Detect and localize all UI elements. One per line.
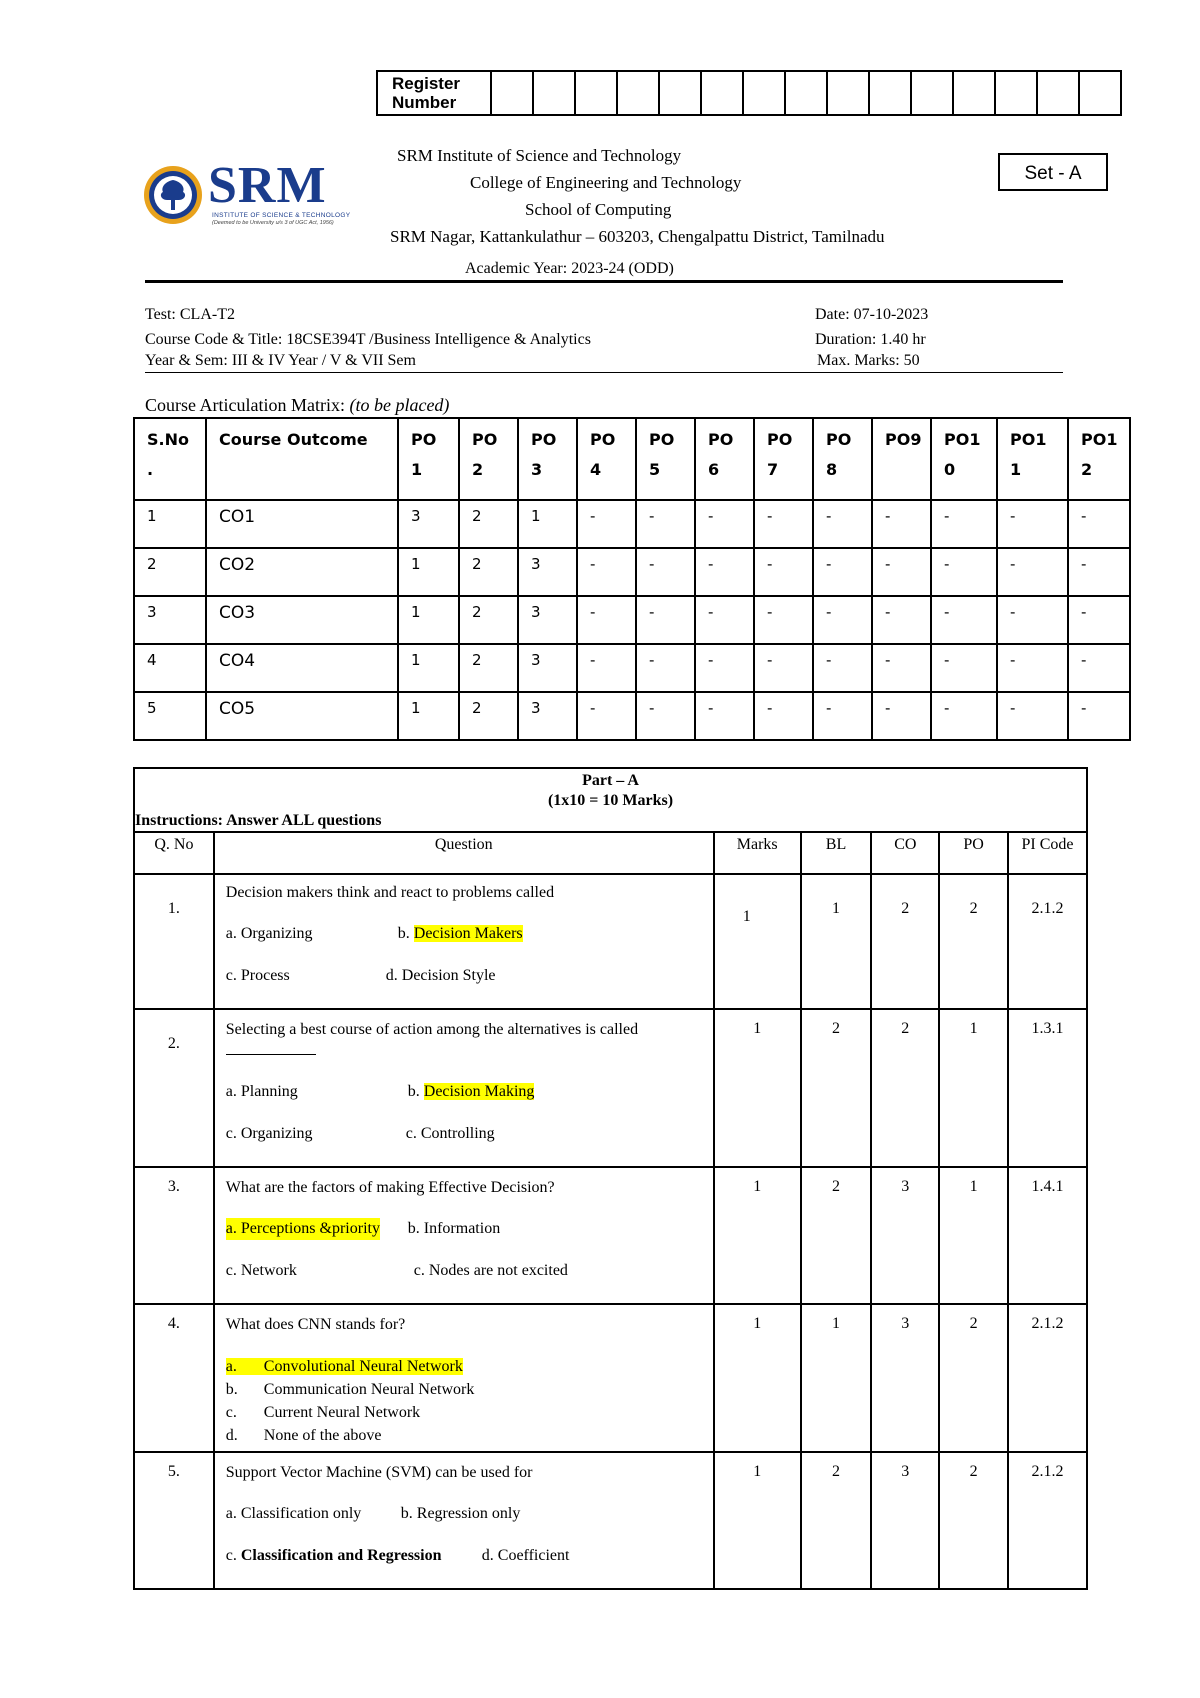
cam-po-cell: 3: [518, 548, 577, 596]
option-c: c. Network: [225, 1262, 297, 1279]
exam-duration: Duration: 1.40 hr: [815, 331, 926, 348]
register-digit-box[interactable]: [491, 71, 533, 115]
cam-header-cell: PO 2: [459, 418, 518, 500]
school-name: School of Computing: [525, 200, 672, 219]
question-text: [216, 883, 712, 903]
cam-po-cell: -: [1068, 548, 1130, 596]
question-bl: 2: [801, 1009, 872, 1167]
register-digit-box[interactable]: [1079, 71, 1121, 115]
course-title: Course Code & Title: 18CSE394T /Business Intelligence & Analytics: [145, 331, 591, 348]
question-stem: Decision makers think and react to problems called: [225, 884, 555, 901]
option-text: Current Neural Network: [263, 1404, 421, 1421]
cam-header-cell: PO 7: [754, 418, 813, 500]
register-number-label: Register Number: [377, 71, 491, 115]
meta-divider: [145, 372, 1063, 373]
question-stem: What are the factors of making Effective Decision?: [225, 1179, 555, 1196]
question-cell: [214, 1452, 714, 1589]
cam-po-cell: -: [754, 692, 813, 740]
option-row: [226, 1545, 712, 1587]
cam-po-cell: -: [636, 644, 695, 692]
question-cell: [214, 874, 714, 1009]
cam-po-cell: -: [872, 596, 931, 644]
cam-po-cell: -: [872, 548, 931, 596]
cam-po-cell: -: [1068, 500, 1130, 548]
cam-po-cell: -: [813, 596, 872, 644]
logo-subtitle: INSTITUTE OF SCIENCE & TECHNOLOGY: [212, 212, 351, 219]
option-d: c. Nodes are not excited: [413, 1262, 568, 1279]
question-number: 5.: [134, 1452, 214, 1589]
question-pi-code: 2.1.2: [1008, 1452, 1087, 1589]
question-text: [216, 1463, 712, 1483]
cam-header-cell: PO1 0: [931, 418, 997, 500]
part-a-marks: (1x10 = 10 Marks): [547, 792, 674, 809]
question-row: [134, 1304, 1087, 1452]
cam-po-cell: 1: [398, 692, 459, 740]
question-text: [216, 1315, 712, 1335]
answer-blank: [226, 1040, 316, 1055]
college-name: College of Engineering and Technology: [470, 173, 742, 192]
cam-header-cell: PO 8: [813, 418, 872, 500]
question-pi-code: 1.4.1: [1008, 1167, 1087, 1304]
cam-po-cell: 1: [398, 644, 459, 692]
cam-po-cell: 2: [459, 596, 518, 644]
question-stem: Selecting a best course of action among the alternatives is called: [225, 1021, 639, 1038]
question-marks: 1: [714, 874, 801, 1009]
register-number-box: [376, 70, 1122, 116]
cam-po-cell: -: [577, 548, 636, 596]
cam-outcome-cell: CO5: [206, 692, 398, 740]
question-pi-code: 2.1.2: [1008, 874, 1087, 1009]
cam-po-cell: -: [636, 548, 695, 596]
cam-po-cell: -: [813, 500, 872, 548]
option-item: [226, 1355, 712, 1378]
part-a-column-header: Marks: [714, 832, 801, 874]
cam-po-cell: -: [695, 596, 754, 644]
cam-po-cell: 1: [518, 500, 577, 548]
option-b: Decision Makers: [413, 925, 523, 942]
option-row: [226, 1260, 712, 1302]
cam-po-cell: 2: [459, 500, 518, 548]
cam-po-cell: 1: [398, 548, 459, 596]
cam-po-cell: -: [872, 644, 931, 692]
question-co: 3: [871, 1452, 939, 1589]
cam-sno-cell: 1: [134, 500, 206, 548]
cam-po-cell: -: [931, 596, 997, 644]
question-row: [134, 1167, 1087, 1304]
question-pi-code: 1.3.1: [1008, 1009, 1087, 1167]
question-co: 2: [871, 1009, 939, 1167]
cam-header-cell: Course Outcome: [206, 418, 398, 500]
cam-outcome-cell: CO3: [206, 596, 398, 644]
cam-po-cell: 1: [398, 596, 459, 644]
question-po: 2: [939, 1452, 1008, 1589]
register-digit-box[interactable]: [617, 71, 659, 115]
cam-po-cell: -: [695, 548, 754, 596]
register-digit-box[interactable]: [1037, 71, 1079, 115]
institute-name: SRM Institute of Science and Technology: [397, 146, 682, 165]
question-po: 1: [939, 1167, 1008, 1304]
cam-po-cell: -: [872, 692, 931, 740]
cam-row: [134, 500, 1130, 548]
question-marks: 1: [714, 1304, 801, 1452]
header-divider: [145, 280, 1063, 283]
question-marks: 1: [714, 1167, 801, 1304]
cam-row: [134, 644, 1130, 692]
test-name: Test: CLA-T2: [145, 306, 235, 323]
cam-po-cell: 3: [518, 596, 577, 644]
cam-po-cell: -: [997, 644, 1068, 692]
question-stem: Support Vector Machine (SVM) can be used for: [225, 1464, 533, 1481]
option-row: [226, 1503, 712, 1545]
option-a: a. Classification only: [225, 1505, 362, 1522]
question-co: 3: [871, 1304, 939, 1452]
cam-po-cell: 2: [459, 644, 518, 692]
option-c: c. Process: [225, 967, 290, 984]
cam-po-cell: -: [813, 692, 872, 740]
question-number: 3.: [134, 1167, 214, 1304]
cam-po-cell: 2: [459, 548, 518, 596]
part-a-column-header: Q. No: [134, 832, 214, 874]
part-a-column-header: PI Code: [1008, 832, 1087, 874]
cam-sno-cell: 4: [134, 644, 206, 692]
cam-po-cell: -: [997, 596, 1068, 644]
logo-brand: SRM: [208, 157, 327, 214]
option-d: c. Controlling: [405, 1125, 495, 1142]
cam-po-cell: -: [931, 500, 997, 548]
cam-sno-cell: 5: [134, 692, 206, 740]
option-letter: b.: [225, 1381, 238, 1398]
cam-po-cell: -: [636, 596, 695, 644]
cam-po-cell: -: [577, 500, 636, 548]
option-a: a. Organizing: [225, 925, 313, 942]
cam-po-cell: -: [1068, 644, 1130, 692]
part-a-column-header: BL: [801, 832, 872, 874]
question-po: 2: [939, 874, 1008, 1009]
register-digit-box[interactable]: [911, 71, 953, 115]
register-digit-box[interactable]: [869, 71, 911, 115]
part-a-instructions: Instructions: Answer ALL questions: [135, 812, 382, 829]
part-a-column-header: Question: [214, 832, 714, 874]
cam-outcome-cell: CO1: [206, 500, 398, 548]
option-row: [226, 1123, 712, 1165]
register-digit-box[interactable]: [827, 71, 869, 115]
cam-po-cell: 2: [459, 692, 518, 740]
question-bl: 2: [801, 1452, 872, 1589]
option-text: Convolutional Neural Network: [263, 1358, 463, 1375]
register-digit-box[interactable]: [953, 71, 995, 115]
cam-header-cell: PO 3: [518, 418, 577, 500]
cam-po-cell: -: [754, 500, 813, 548]
option-letter: a.: [225, 1358, 237, 1375]
question-stem: What does CNN stands for?: [225, 1316, 406, 1333]
part-a-table: [133, 767, 1088, 1590]
option-letter: c.: [225, 1404, 237, 1421]
cam-header-cell: S.No .: [134, 418, 206, 500]
option-b: b. Information: [407, 1220, 501, 1237]
part-a-column-header: CO: [871, 832, 939, 874]
cam-row: [134, 596, 1130, 644]
cam-caption: Course Articulation Matrix: (to be placed): [145, 395, 450, 415]
question-bl: 1: [801, 874, 872, 1009]
exam-date: Date: 07-10-2023: [815, 306, 929, 323]
cam-po-cell: -: [997, 548, 1068, 596]
cam-po-cell: -: [695, 692, 754, 740]
cam-header-cell: PO 5: [636, 418, 695, 500]
option-c: c. Organizing: [225, 1125, 313, 1142]
question-po: 2: [939, 1304, 1008, 1452]
question-number: 4.: [134, 1304, 214, 1452]
cam-outcome-cell: CO4: [206, 644, 398, 692]
option-d: d. Decision Style: [385, 967, 496, 984]
question-co: 3: [871, 1167, 939, 1304]
cam-po-cell: -: [931, 692, 997, 740]
part-a-header: [134, 768, 1087, 832]
part-a-column-header: PO: [939, 832, 1008, 874]
course-articulation-matrix: [133, 417, 1131, 741]
cam-header-cell: PO1 1: [997, 418, 1068, 500]
option-row: [226, 923, 712, 965]
cam-po-cell: -: [695, 500, 754, 548]
cam-po-cell: -: [931, 644, 997, 692]
question-marks: 1: [714, 1452, 801, 1589]
cam-sno-cell: 3: [134, 596, 206, 644]
cam-po-cell: -: [754, 644, 813, 692]
cam-po-cell: -: [577, 596, 636, 644]
cam-po-cell: 3: [518, 692, 577, 740]
option-item: [226, 1378, 712, 1401]
question-row: [134, 874, 1087, 1009]
option-d: d. Coefficient: [481, 1547, 570, 1564]
cam-po-cell: -: [636, 500, 695, 548]
cam-po-cell: -: [754, 548, 813, 596]
cam-po-cell: -: [577, 644, 636, 692]
cam-po-cell: -: [813, 548, 872, 596]
cam-header-cell: PO 1: [398, 418, 459, 500]
option-a: a. Planning: [225, 1083, 298, 1100]
question-bl: 2: [801, 1167, 872, 1304]
cam-po-cell: -: [754, 596, 813, 644]
question-cell: [214, 1009, 714, 1167]
question-marks: 1: [714, 1009, 801, 1167]
option-item: [226, 1424, 712, 1447]
cam-row: [134, 548, 1130, 596]
question-co: 2: [871, 874, 939, 1009]
academic-year: Academic Year: 2023-24 (ODD): [465, 260, 674, 277]
option-text: None of the above: [263, 1427, 382, 1444]
register-digit-box[interactable]: [743, 71, 785, 115]
question-text: [216, 1178, 712, 1198]
question-row: [134, 1009, 1087, 1167]
option-row: [226, 1081, 712, 1123]
cam-header-cell: PO9: [872, 418, 931, 500]
cam-po-cell: -: [813, 644, 872, 692]
cam-header-cell: PO1 2: [1068, 418, 1130, 500]
option-a: a. Perceptions &priority: [226, 1218, 380, 1240]
register-digit-box[interactable]: [995, 71, 1037, 115]
question-text: [216, 1020, 712, 1061]
question-pi-code: 2.1.2: [1008, 1304, 1087, 1452]
option-b: b. Regression only: [400, 1505, 521, 1522]
address: SRM Nagar, Kattankulathur – 603203, Chengalpattu District, Tamilnadu: [390, 227, 885, 246]
cam-po-cell: -: [931, 548, 997, 596]
srm-logo: [140, 157, 360, 232]
cam-po-cell: -: [636, 692, 695, 740]
option-c: Classification and Regression: [240, 1547, 442, 1564]
question-bl: 1: [801, 1304, 872, 1452]
cam-po-cell: -: [695, 644, 754, 692]
register-digit-box[interactable]: [533, 71, 575, 115]
cam-po-cell: -: [577, 692, 636, 740]
option-c-prefix: c.: [225, 1547, 241, 1564]
cam-header-cell: PO 6: [695, 418, 754, 500]
option-b-prefix: b.: [397, 925, 414, 942]
logo-tagline: (Deemed to be University u/s 3 of UGC Act, 1956): [212, 220, 334, 226]
register-digit-box[interactable]: [659, 71, 701, 115]
option-text: Communication Neural Network: [263, 1381, 475, 1398]
option-letter: d.: [225, 1427, 238, 1444]
cam-sno-cell: 2: [134, 548, 206, 596]
cam-header-cell: PO 4: [577, 418, 636, 500]
question-po: 1: [939, 1009, 1008, 1167]
register-digit-box[interactable]: [785, 71, 827, 115]
option-row: [226, 1218, 712, 1260]
cam-outcome-cell: CO2: [206, 548, 398, 596]
cam-po-cell: 3: [398, 500, 459, 548]
part-a-title: Part – A: [582, 772, 639, 789]
cam-po-cell: -: [872, 500, 931, 548]
question-number: 1.: [134, 874, 214, 1009]
cam-po-cell: -: [1068, 692, 1130, 740]
question-cell: [214, 1167, 714, 1304]
max-marks: Max. Marks: 50: [817, 352, 920, 369]
option-b: Decision Making: [423, 1083, 535, 1100]
option-row: [226, 965, 712, 1007]
year-sem: Year & Sem: III & IV Year / V & VII Sem: [145, 352, 416, 369]
question-cell: [214, 1304, 714, 1452]
option-item: [226, 1401, 712, 1424]
register-digit-box[interactable]: [701, 71, 743, 115]
cam-po-cell: -: [1068, 596, 1130, 644]
cam-po-cell: -: [997, 692, 1068, 740]
cam-po-cell: -: [997, 500, 1068, 548]
cam-po-cell: 3: [518, 644, 577, 692]
register-digit-box[interactable]: [575, 71, 617, 115]
question-number: 2.: [134, 1009, 214, 1167]
question-row: [134, 1452, 1087, 1589]
set-badge: Set - A: [998, 153, 1108, 191]
srm-emblem-icon: [142, 164, 204, 226]
cam-row: [134, 692, 1130, 740]
option-b-prefix: b.: [407, 1083, 424, 1100]
